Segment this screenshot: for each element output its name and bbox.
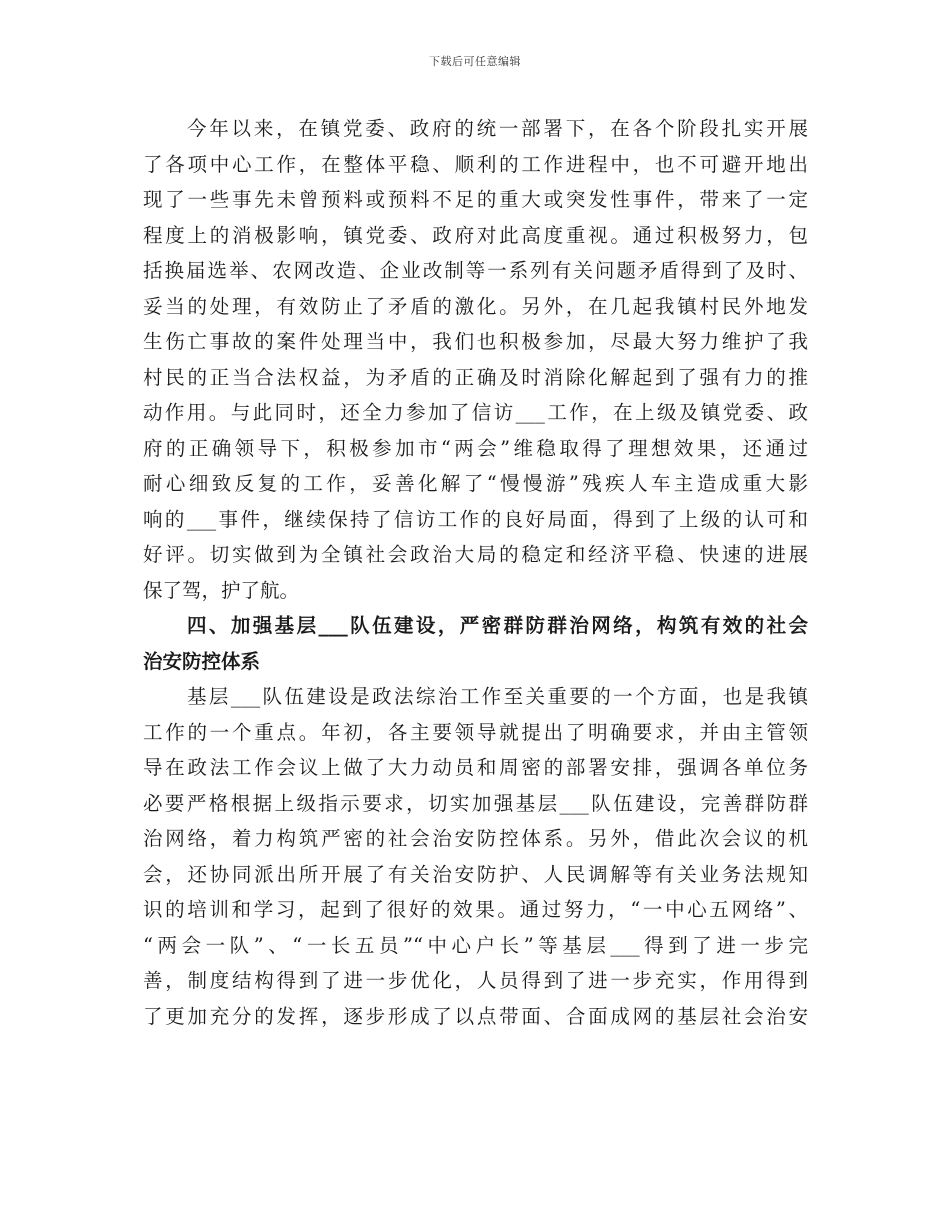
paragraph-line: 耐心细致反复的工作，妥善化解了“慢慢游”残疾人车主造成重大影 bbox=[143, 472, 808, 495]
paragraph-line: 今年以来，在镇党委、政府的统一部署下，在各个阶段扎实开展 bbox=[187, 117, 808, 140]
paragraph-line: 识的培训和学习，起到了很好的效果。通过努力，“一中心五网络”、 bbox=[143, 898, 808, 921]
paragraph-line: 生伤亡事故的案件处理当中，我们也积极参加，尽最大努力维护了我 bbox=[143, 330, 808, 353]
paragraph-line: 响的___事件，继续保持了信访工作的良好局面，得到了上级的认可和 bbox=[143, 507, 808, 531]
paragraph-line: 了更加充分的发挥，逐步形成了以点带面、合面成网的基层社会治安 bbox=[143, 1004, 808, 1028]
paragraph-line: 导在政法工作会议上做了大力动员和周密的部署安排，强调各单位务 bbox=[143, 756, 808, 779]
paragraph-line: 了各项中心工作，在整体平稳、顺利的工作进程中，也不可避开地出 bbox=[143, 152, 808, 176]
paragraph-line: 基层___队伍建设是政法综治工作至关重要的一个方面，也是我镇 bbox=[187, 685, 808, 708]
paragraph-line: “两会一队”、“一长五员”“中心户长”等基层___得到了进一步完 bbox=[143, 933, 808, 957]
paragraph-line: 善，制度结构得到了进一步优化，人员得到了进一步充实，作用得到 bbox=[143, 969, 808, 992]
paragraph-line: 村民的正当合法权益，为矛盾的正确及时消除化解起到了强有力的推 bbox=[143, 365, 808, 389]
paragraph-line: 治网络，着力构筑严密的社会治安防控体系。另外，借此次会议的机 bbox=[143, 827, 808, 850]
paragraph-line: 程度上的消极影响，镇党委、政府对此高度重视。通过积极努力，包 bbox=[143, 223, 808, 247]
paragraph-line: 保了驾，护了航。 bbox=[143, 578, 300, 602]
paragraph-line: 府的正确领导下，积极参加市“两会”维稳取得了理想效果，还通过 bbox=[143, 436, 808, 460]
paragraph-line: 好评。切实做到为全镇社会政治大局的稳定和经济平稳、快速的进展 bbox=[143, 543, 808, 566]
paragraph-line: 妥当的处理，有效防止了矛盾的激化。另外，在几起我镇村民外地发 bbox=[143, 294, 808, 318]
section-heading: 四、加强基层___队伍建设，严密群防群治网络，构筑有效的社会 bbox=[187, 614, 808, 637]
paragraph-line: 工作的一个重点。年初，各主要领导就提出了明确要求，并由主管领 bbox=[143, 720, 808, 744]
paragraph-line: 必要严格根据上级指示要求，切实加强基层___队伍建设，完善群防群 bbox=[143, 791, 808, 815]
header-note: 下载后可任意编辑 bbox=[429, 55, 521, 68]
section-heading: 治安防控体系 bbox=[143, 649, 261, 673]
document-body bbox=[143, 111, 808, 1034]
paragraph-line: 现了一些事先未曾预料或预料不足的重大或突发性事件，带来了一定 bbox=[143, 188, 808, 211]
paragraph-line: 会，还协同派出所开展了有关治安防护、人民调解等有关业务法规知 bbox=[143, 862, 808, 886]
paragraph-line: 动作用。与此同时，还全力参加了信访___工作，在上级及镇党委、政 bbox=[143, 401, 808, 424]
paragraph-line: 括换届选举、农网改造、企业改制等一系列有关问题矛盾得到了及时、 bbox=[143, 259, 808, 282]
